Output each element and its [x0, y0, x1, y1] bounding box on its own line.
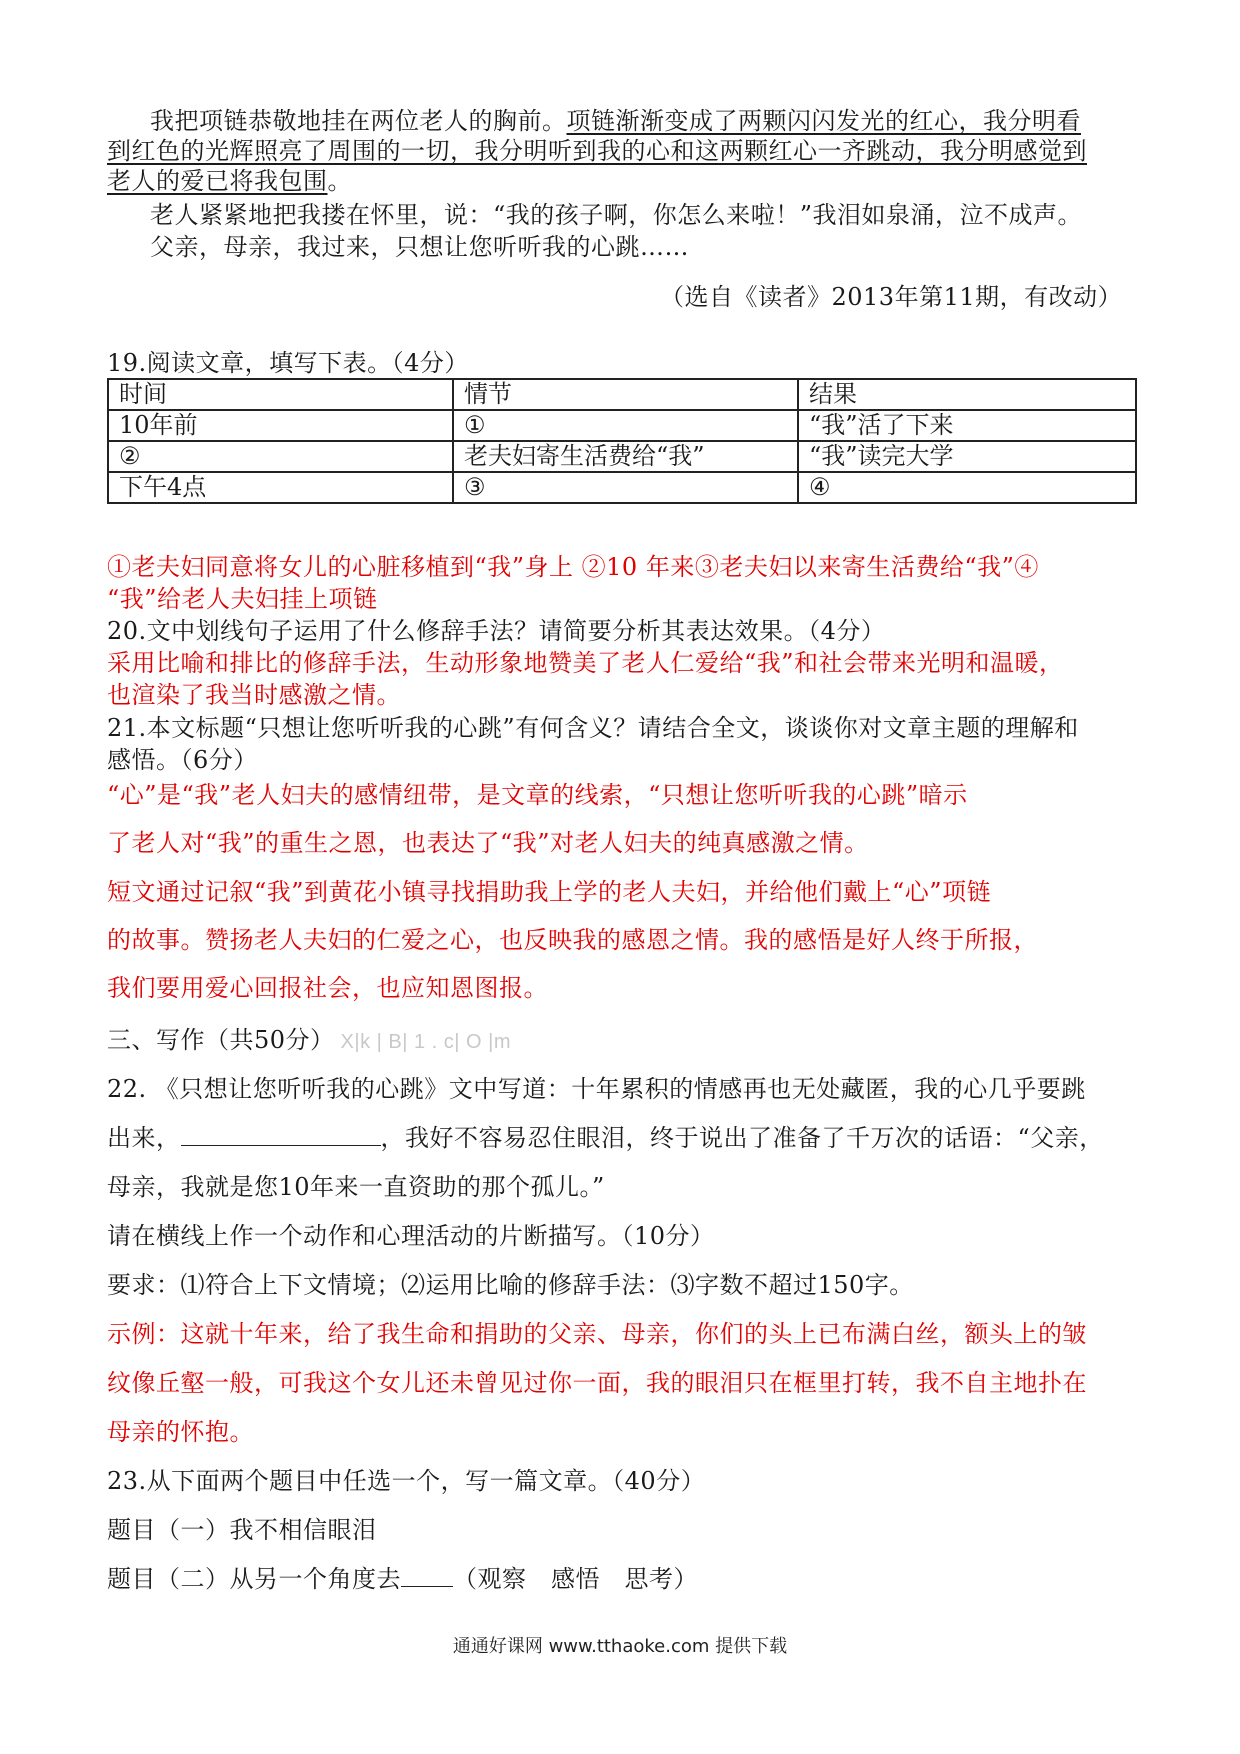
fill-in-blank[interactable]: [181, 1123, 381, 1146]
q22-instruction: 请在横线上作一个动作和心理活动的片断描写。（10分）: [107, 1222, 715, 1250]
table-cell: ①: [453, 410, 798, 441]
passage-source: （选自《读者》2013年第11期，有改动）: [660, 283, 1123, 311]
table-header-cell: 时间: [108, 379, 453, 410]
table-row: [108, 410, 1136, 441]
q21-question-line-1: 21.本文标题“只想让您听听我的心跳”有何含义？请结合全文，谈谈你对文章主题的理解和: [107, 714, 1079, 742]
underlined-sentence: 项链渐渐变成了两颗闪闪发光的红心，我分明看: [566, 107, 1081, 135]
table-row: [108, 441, 1136, 472]
passage-text: 我把项链恭敬地挂在两位老人的胸前。: [150, 107, 567, 135]
q22-text: ，我好不容易忍住眼泪，终于说出了准备了千万次的话语：“父亲，: [380, 1124, 1104, 1152]
q20-question: 20.文中划线句子运用了什么修辞手法？请简要分析其表达效果。（4分）: [107, 617, 886, 645]
fill-in-blank[interactable]: [401, 1564, 453, 1587]
q22-example-line-3: 母亲的怀抱。: [107, 1418, 254, 1446]
q23-topic-2: [107, 1564, 698, 1594]
underlined-sentence-end: 老人的爱已将我包围: [107, 167, 328, 195]
passage-paragraph-3: 父亲，母亲，我过来，只想让您听听我的心跳……: [150, 233, 689, 261]
watermark-text: X|k | B| 1 . c| O |m: [340, 1031, 511, 1053]
q22-line-1: 22. 《只想让您听听我的心跳》文中写道：十年累积的情感再也无处藏匿，我的心几乎要跳: [107, 1075, 1086, 1103]
q21-question-line-2: 感悟。（6分）: [107, 746, 258, 774]
table-header-row: [108, 379, 1136, 410]
passage-paragraph-1-line-1: [150, 106, 1081, 136]
table-row: [108, 472, 1136, 503]
section-3-title: [107, 1025, 511, 1057]
q19-answer-line-2: “我”给老人夫妇挂上项链: [107, 585, 378, 613]
table-cell: 下午4点: [108, 472, 453, 503]
q22-example-line-1: 示例：这就十年来，给了我生命和捐助的父亲、母亲，你们的头上已布满白丝，额头上的皱: [107, 1320, 1087, 1348]
table-cell: 10年前: [108, 410, 453, 441]
q19-question: 19.阅读文章，填写下表。（4分）: [107, 349, 469, 377]
passage-text: 。: [327, 167, 352, 195]
q22-line-2: [107, 1123, 1104, 1153]
q22-requirements: 要求：⑴符合上下文情境；⑵运用比喻的修辞手法：⑶字数不超过150字。: [107, 1271, 914, 1299]
q21-answer-line-1: “心”是“我”老人妇夫的感情纽带，是文章的线索，“只想让您听听我的心跳”暗示: [107, 781, 968, 809]
section-title-text: 三、写作（共50分）: [107, 1026, 335, 1054]
table-header-cell: 情节: [453, 379, 798, 410]
q23-topic-1: 题目（一）我不相信眼泪: [107, 1516, 377, 1544]
table-cell: ②: [108, 441, 453, 472]
passage-paragraph-1-line-3: [107, 166, 352, 196]
q19-answer-line-1: ①老夫妇同意将女儿的心脏移植到“我”身上 ②10 年来③老夫妇以来寄生活费给“我”④: [107, 553, 1039, 581]
page-footer: 通通好课网 www.tthaoke.com 提供下载: [452, 1636, 788, 1657]
q21-answer-line-5: 我们要用爱心回报社会，也应知恩图报。: [107, 974, 548, 1002]
q23-topic-text: （观察 感悟 思考）: [453, 1565, 698, 1593]
table-cell: “我”活了下来: [798, 410, 1136, 441]
q21-answer-line-3: 短文通过记叙“我”到黄花小镇寻找捐助我上学的老人夫妇，并给他们戴上“心”项链: [107, 878, 992, 906]
table-cell: “我”读完大学: [798, 441, 1136, 472]
q21-answer-line-2: 了老人对“我”的重生之恩，也表达了“我”对老人妇夫的纯真感激之情。: [107, 829, 869, 857]
table-cell: ④: [798, 472, 1136, 503]
table-header-cell: 结果: [798, 379, 1136, 410]
q20-answer-line-2: 也渲染了我当时感激之情。: [107, 681, 401, 709]
q23-question: 23.从下面两个题目中任选一个，写一篇文章。（40分）: [107, 1467, 706, 1495]
q20-answer-line-1: 采用比喻和排比的修辞手法，生动形象地赞美了老人仁爱给“我”和社会带来光明和温暖，: [107, 649, 1064, 677]
q22-text: 出来，: [107, 1124, 181, 1152]
passage-paragraph-1-line-2: 到红色的光辉照亮了周围的一切，我分明听到我的心和这两颗红心一齐跳动，我分明感觉到: [107, 137, 1087, 165]
q21-answer-line-4: 的故事。赞扬老人夫妇的仁爱之心，也反映我的感恩之情。我的感悟是好人终于所报，: [107, 926, 1038, 954]
q22-line-3: 母亲，我就是您10年来一直资助的那个孤儿。”: [107, 1173, 605, 1201]
q22-example-line-2: 纹像丘壑一般，可我这个女儿还未曾见过你一面，我的眼泪只在框里打转，我不自主地扑在: [107, 1369, 1087, 1397]
table-cell: ③: [453, 472, 798, 503]
q19-table: [107, 378, 1137, 504]
q23-topic-text: 题目（二）从另一个角度去: [107, 1565, 401, 1593]
passage-paragraph-2: 老人紧紧地把我搂在怀里，说：“我的孩子啊，你怎么来啦！”我泪如泉涌，泣不成声。: [150, 201, 1083, 229]
table-cell: 老夫妇寄生活费给“我”: [453, 441, 798, 472]
